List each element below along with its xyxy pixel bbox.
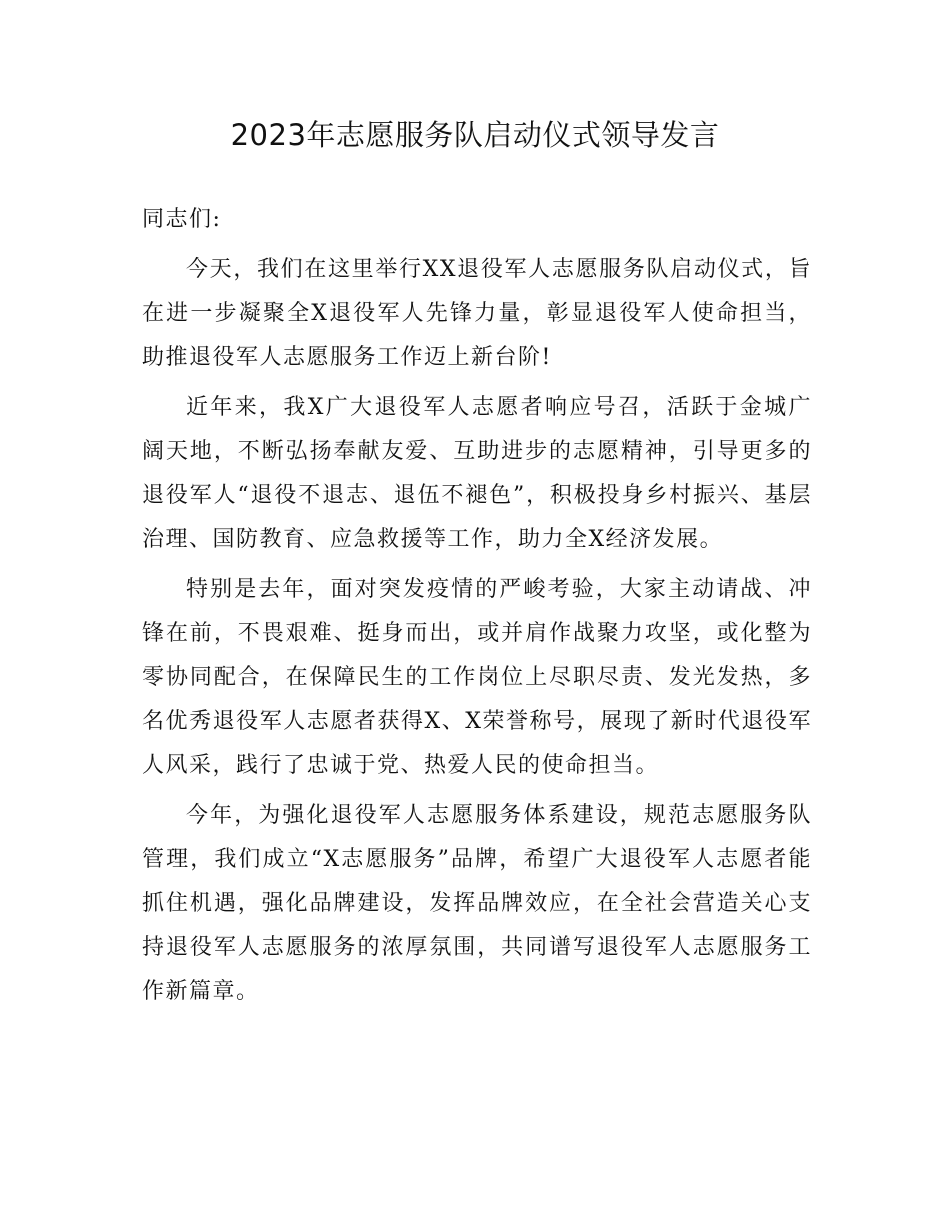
paragraph-3: 特别是去年，面对突发疫情的严峻考验，大家主动请战、冲锋在前，不畏艰难、挺身而出，或并肩作战聚力攻坚，或化整为零协同配合，在保障民生的工作岗位上尽职尽责、发光发热，多名优秀退役军人志愿者获得X、X荣誉称号，展现了新时代退役军人风采，践行了忠诚于党、热爱人民的使命担当。 <box>142 577 812 778</box>
paragraph-2: 近年来，我X广大退役军人志愿者响应号召，活跃于金城广阔天地，不断弘扬奉献友爱、互助进步的志愿精神，引导更多的退役军人“退役不退志、退伍不褪色”，积极投身乡村振兴、基层治理、国防教育、应急救援等工作，助力全X经济发展。 <box>142 395 812 552</box>
salutation: 同志们: <box>142 207 222 232</box>
paragraph-1: 今天，我们在这里举行XX退役军人志愿服务队启动仪式，旨在进一步凝聚全X退役军人先锋力量，彰显退役军人使命担当，助推退役军人志愿服务工作迈上新台阶! <box>142 257 812 370</box>
document-body <box>142 198 812 1014</box>
document-title: 2023年志愿服务队启动仪式领导发言 <box>230 118 720 152</box>
paragraph-4: 今年，为强化退役军人志愿服务体系建设，规范志愿服务队管理，我们成立“X志愿服务”品牌，希望广大退役军人志愿者能抓住机遇，强化品牌建设，发挥品牌效应，在全社会营造关心支持退役军人志愿服务的浓厚氛围，共同谱写退役军人志愿服务工作新篇章。 <box>142 803 812 1004</box>
